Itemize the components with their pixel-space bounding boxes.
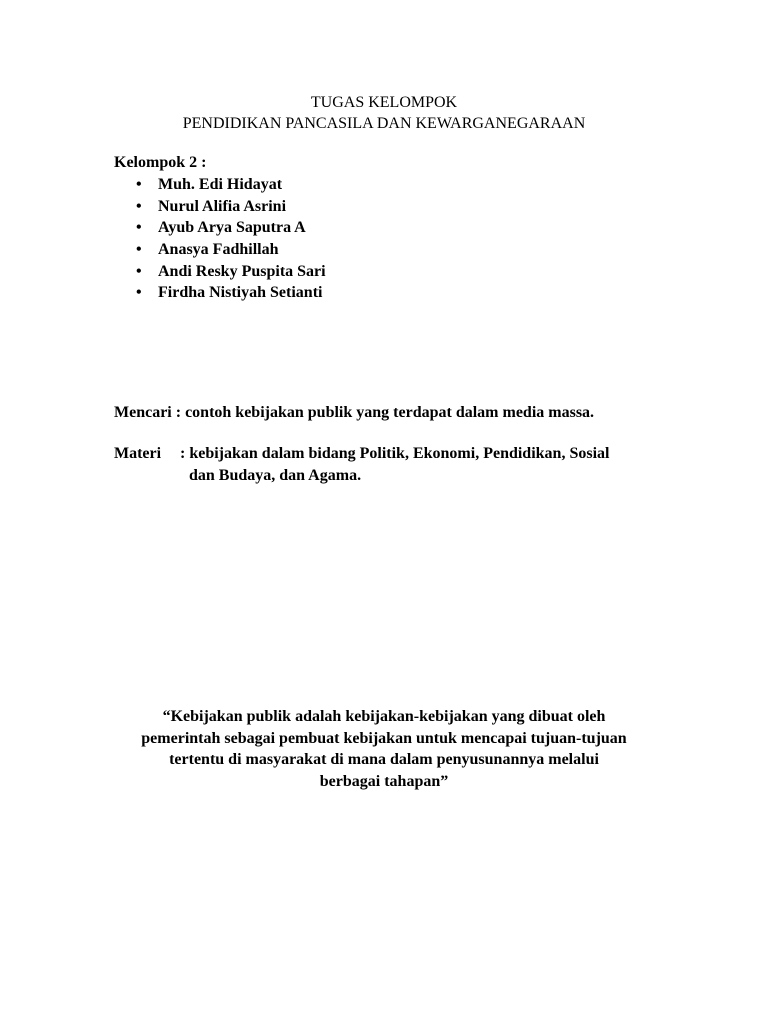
document-title xyxy=(0,92,768,134)
title-line-1: TUGAS KELOMPOK xyxy=(310,94,458,111)
member-name: Firdha Nistiyah Setianti xyxy=(158,284,323,302)
group-section xyxy=(114,152,634,304)
bullet-icon: • xyxy=(136,262,142,280)
bullet-icon: • xyxy=(136,284,142,302)
title-line-2: PENDIDIKAN PANCASILA DAN KEWARGANEGARAAN xyxy=(182,115,586,132)
member-name: Muh. Edi Hidayat xyxy=(158,176,283,193)
bullet-icon: • xyxy=(136,219,142,237)
list-item xyxy=(114,217,634,239)
list-item xyxy=(114,282,634,304)
bullet-icon: • xyxy=(136,176,142,193)
quote-line-4: berbagai tahapan” xyxy=(319,772,449,790)
quote-line-1: “Kebijakan publik adalah kebijakan-kebijakan yang dibuat oleh xyxy=(162,708,606,725)
materi-text xyxy=(180,443,670,487)
quote-line-2: pemerintah sebagai pembuat kebijakan untuk mencapai tujuan-tujuan xyxy=(141,729,627,747)
group-label: Kelompok 2 : xyxy=(114,154,207,171)
materi-line-1: : kebijakan dalam bidang Politik, Ekonomi, Pendidikan, Sosial xyxy=(180,445,610,462)
member-name: Anasya Fadhillah xyxy=(158,241,279,259)
member-name: Andi Resky Puspita Sari xyxy=(158,262,326,280)
materi-line-2: dan Budaya, dan Agama. xyxy=(189,467,362,484)
bullet-icon: • xyxy=(136,197,142,215)
list-item xyxy=(114,174,634,196)
materi-label: Materi xyxy=(114,445,162,462)
member-name: Ayub Arya Saputra A xyxy=(158,219,306,237)
mencari-paragraph: Mencari : contoh kebijakan publik yang terdapat dalam media massa. xyxy=(114,404,595,421)
bullet-icon: • xyxy=(136,241,142,259)
list-item xyxy=(114,261,634,283)
list-item xyxy=(114,239,634,261)
quote-line-3: tertentu di masyarakat di mana dalam penyusunannya melalui xyxy=(169,751,599,768)
member-list xyxy=(114,174,634,304)
member-name: Nurul Alifia Asrini xyxy=(158,197,287,215)
quote-block xyxy=(0,706,768,792)
list-item xyxy=(114,196,634,218)
